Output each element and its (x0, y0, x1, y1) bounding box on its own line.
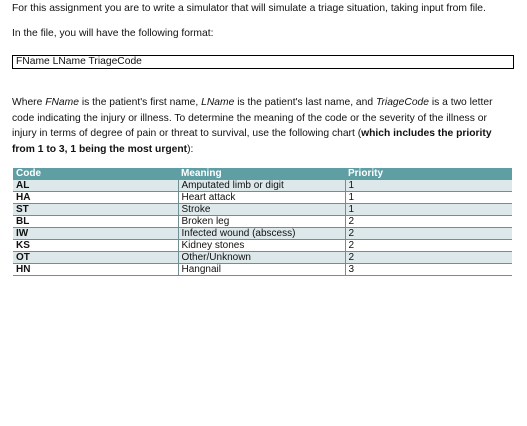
triage-table (13, 168, 512, 276)
table-row (13, 252, 512, 264)
cell-priority: 1 (345, 192, 512, 204)
table-row (13, 204, 512, 216)
cell-priority: 3 (345, 264, 512, 276)
header-meaning: Meaning (178, 168, 345, 180)
para-text: Where (12, 97, 46, 108)
cell-code: ST (13, 204, 178, 216)
cell-meaning: Kidney stones (178, 240, 345, 252)
table-row (13, 264, 512, 276)
cell-code: IW (13, 228, 178, 240)
cell-meaning: Infected wound (abscess) (178, 228, 345, 240)
cell-meaning: Amputated limb or digit (178, 180, 345, 192)
para-text: is a two letter code indicating the injury or illness. To determine the meaning of the code or the severity of the illness or injury in terms of degree of pain or threat to survival, use the following chart ( (12, 97, 493, 140)
para-lname: LName (201, 97, 235, 108)
cell-code: KS (13, 240, 178, 252)
cell-meaning: Hangnail (178, 264, 345, 276)
para-text: ): (187, 143, 194, 155)
cell-code: HN (13, 264, 178, 276)
cell-meaning: Stroke (178, 204, 345, 216)
table-header-row (13, 168, 512, 180)
intro-text: For this assignment you are to write a simulator that will simulate a triage situation, taking input from file. (12, 3, 486, 14)
table-row (13, 228, 512, 240)
cell-code: HA (13, 192, 178, 204)
cell-code: AL (13, 180, 178, 192)
format-example-box: FName LName TriageCode (12, 55, 514, 69)
cell-code: OT (13, 252, 178, 264)
cell-priority: 2 (345, 216, 512, 228)
cell-priority: 2 (345, 252, 512, 264)
cell-code: BL (13, 216, 178, 228)
cell-meaning: Broken leg (178, 216, 345, 228)
para-text: is the patient's last name, and (234, 97, 376, 108)
format-intro-text: In the file, you will have the following format: (12, 28, 214, 39)
cell-priority: 1 (345, 180, 512, 192)
header-code: Code (13, 168, 178, 180)
table-row (13, 180, 512, 192)
table-row (13, 240, 512, 252)
cell-priority: 2 (345, 240, 512, 252)
table-row (13, 192, 512, 204)
cell-meaning: Heart attack (178, 192, 345, 204)
para-triagecode: TriageCode (375, 97, 430, 108)
para-fname: FName (45, 97, 79, 108)
cell-priority: 1 (345, 204, 512, 216)
header-priority: Priority (345, 168, 512, 180)
para-bold: which includes the priority from 1 to 3, 1 being the most urgent (12, 128, 492, 155)
para-text: is the patient's first name, (78, 97, 202, 108)
table-row (13, 216, 512, 228)
description-paragraph (12, 95, 512, 157)
cell-priority: 2 (345, 228, 512, 240)
cell-meaning: Other/Unknown (178, 252, 345, 264)
